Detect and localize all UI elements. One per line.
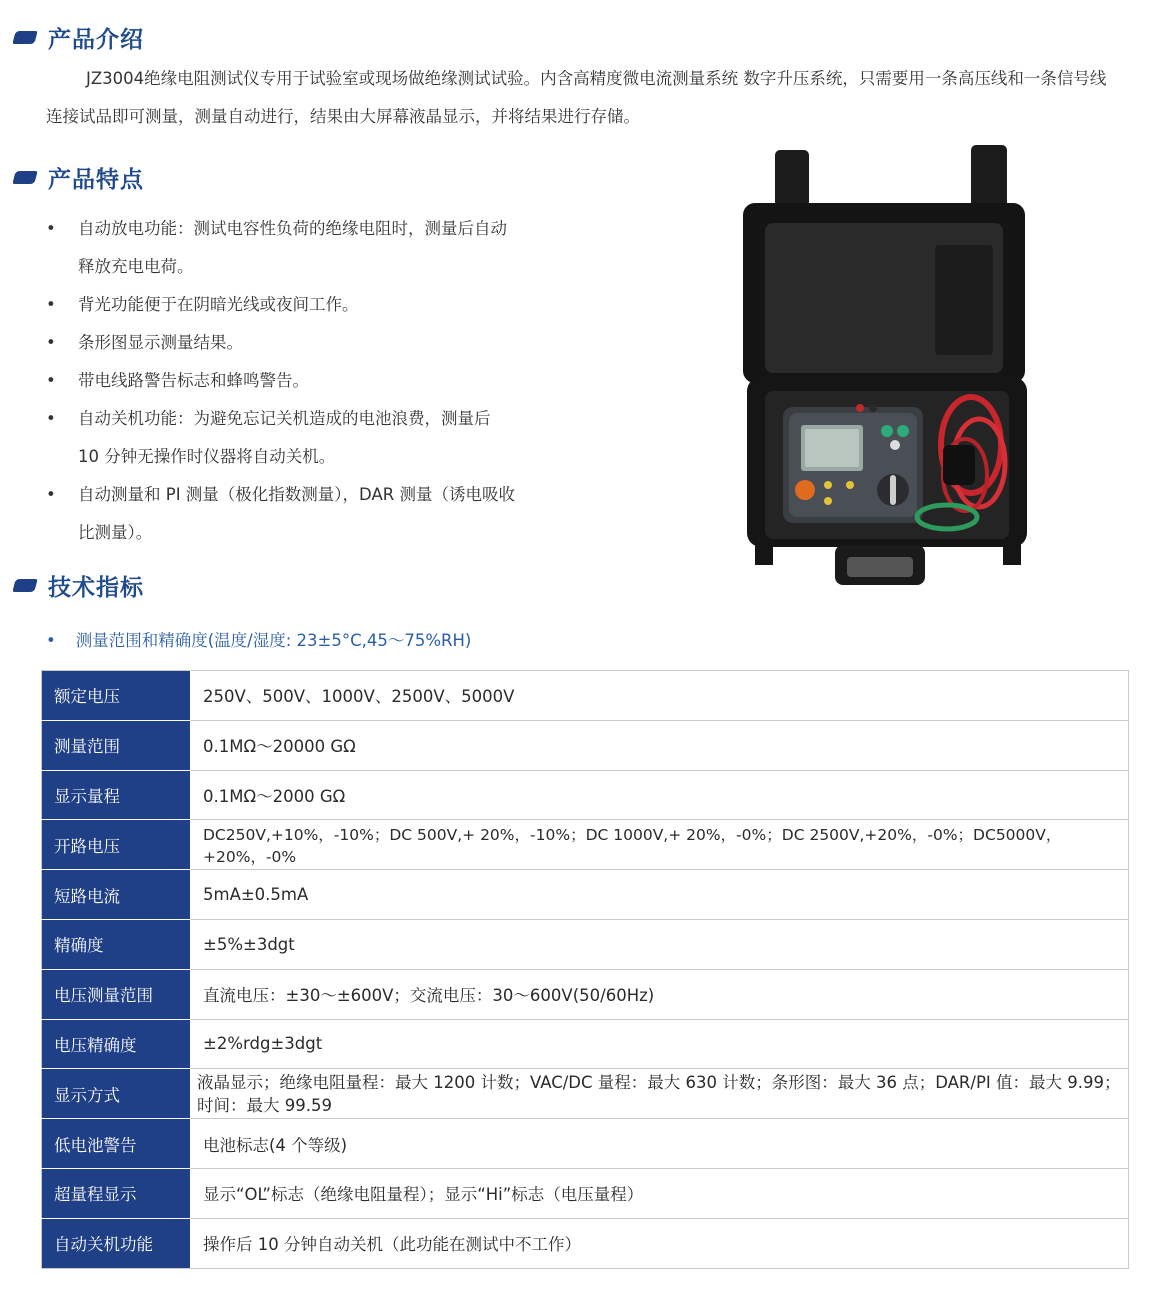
spec-value: ±2%rdg±3dgt xyxy=(191,1019,1129,1069)
spec-value: 操作后 10 分钟自动关机（此功能在测试中不工作） xyxy=(191,1218,1129,1268)
spec-label: 超量程显示 xyxy=(42,1168,191,1218)
section-marker-icon xyxy=(12,31,37,44)
section-title-features-text: 产品特点 xyxy=(48,166,144,193)
spec-label: 测量范围 xyxy=(42,720,191,770)
spec-value: 0.1MΩ～20000 GΩ xyxy=(191,720,1129,770)
spec-label: 显示量程 xyxy=(42,770,191,820)
spec-label: 电压精确度 xyxy=(42,1019,191,1069)
section-marker-icon xyxy=(12,579,37,592)
section-title-features xyxy=(14,161,144,193)
table-row xyxy=(42,770,1129,820)
feature-item: • 自动测量和 PI 测量（极化指数测量），DAR 测量（诱电吸收比测量）。 xyxy=(46,476,516,552)
table-row xyxy=(42,720,1129,770)
spec-value: ±5%±3dgt xyxy=(191,919,1129,969)
spec-table xyxy=(41,670,1129,1269)
spec-value: 电池标志(4 个等级) xyxy=(191,1119,1129,1169)
specs-subtitle-text: 测量范围和精确度(温度/湿度: 23±5°C,45～75%RH) xyxy=(75,631,472,650)
feature-item: • 带电线路警告标志和蜂鸣警告。 xyxy=(46,362,516,400)
feature-list xyxy=(46,210,516,552)
spec-value: 0.1MΩ～2000 GΩ xyxy=(191,770,1129,820)
feature-item: • 条形图显示测量结果。 xyxy=(46,324,516,362)
spec-label: 精确度 xyxy=(42,919,191,969)
section-title-specs-text: 技术指标 xyxy=(48,574,144,601)
table-row xyxy=(42,1218,1129,1268)
spec-label: 短路电流 xyxy=(42,870,191,920)
table-row xyxy=(42,820,1129,870)
feature-item: • 背光功能便于在阴暗光线或夜间工作。 xyxy=(46,286,516,324)
table-row xyxy=(42,870,1129,920)
spec-label: 电压测量范围 xyxy=(42,969,191,1019)
table-row xyxy=(42,969,1129,1019)
table-row xyxy=(42,1119,1129,1169)
product-image xyxy=(735,145,1035,590)
feature-item: • 自动放电功能：测试电容性负荷的绝缘电阻时，测量后自动释放充电电荷。 xyxy=(46,210,516,286)
spec-value: 显示“OL”标志（绝缘电阻量程）；显示“Hi”标志（电压量程） xyxy=(191,1168,1129,1218)
spec-label: 自动关机功能 xyxy=(42,1218,191,1268)
table-row xyxy=(42,1019,1129,1069)
spec-value: 250V、500V、1000V、2500V、5000V xyxy=(191,671,1129,721)
terminal xyxy=(897,425,909,437)
spec-label: 低电池警告 xyxy=(42,1119,191,1169)
spec-value: DC250V,+10%，-10%；DC 500V,+ 20%，-10%；DC 1000V,+ 20%，-0%；DC 2500V,+20%，-0%；DC5000V，+20%，-0% xyxy=(191,820,1129,870)
table-row xyxy=(42,919,1129,969)
spec-value: 5mA±0.5mA xyxy=(191,870,1129,920)
terminal xyxy=(881,425,893,437)
feature-item: • 自动关机功能：为避免忘记关机造成的电池浪费，测量后 10 分钟无操作时仪器将自动关机。 xyxy=(46,400,516,476)
spec-label: 开路电压 xyxy=(42,820,191,870)
section-title-intro xyxy=(14,21,144,53)
table-row xyxy=(42,671,1129,721)
table-row xyxy=(42,1069,1129,1119)
table-row xyxy=(42,1168,1129,1218)
power-adapter xyxy=(943,445,975,485)
section-marker-icon xyxy=(12,171,37,184)
spec-label: 额定电压 xyxy=(42,671,191,721)
spec-value: 直流电压：±30～±600V；交流电压：30～600V(50/60Hz) xyxy=(191,969,1129,1019)
spec-label: 显示方式 xyxy=(42,1069,191,1119)
specs-subtitle xyxy=(46,626,471,656)
section-title-intro-text: 产品介绍 xyxy=(48,26,144,53)
intro-paragraph: JZ3004绝缘电阻测试仪专用于试验室或现场做绝缘测试试验。内含高精度微电流测量系统 数字升压系统，只需要用一条高压线和一条信号线连接试品即可测量，测量自动进行，结果由大屏幕液晶显示，并将结果进行存储。 xyxy=(46,69,1107,126)
spec-value: 液晶显示；绝缘电阻量程：最大 1200 计数；VAC/DC 量程：最大 630 计数；条形图：最大 36 点；DAR/PI 值：最大 9.99；时间：最大 99.59 xyxy=(191,1069,1129,1119)
bullet-icon: • xyxy=(46,631,56,650)
test-button xyxy=(795,480,815,500)
section-title-specs xyxy=(14,569,144,601)
